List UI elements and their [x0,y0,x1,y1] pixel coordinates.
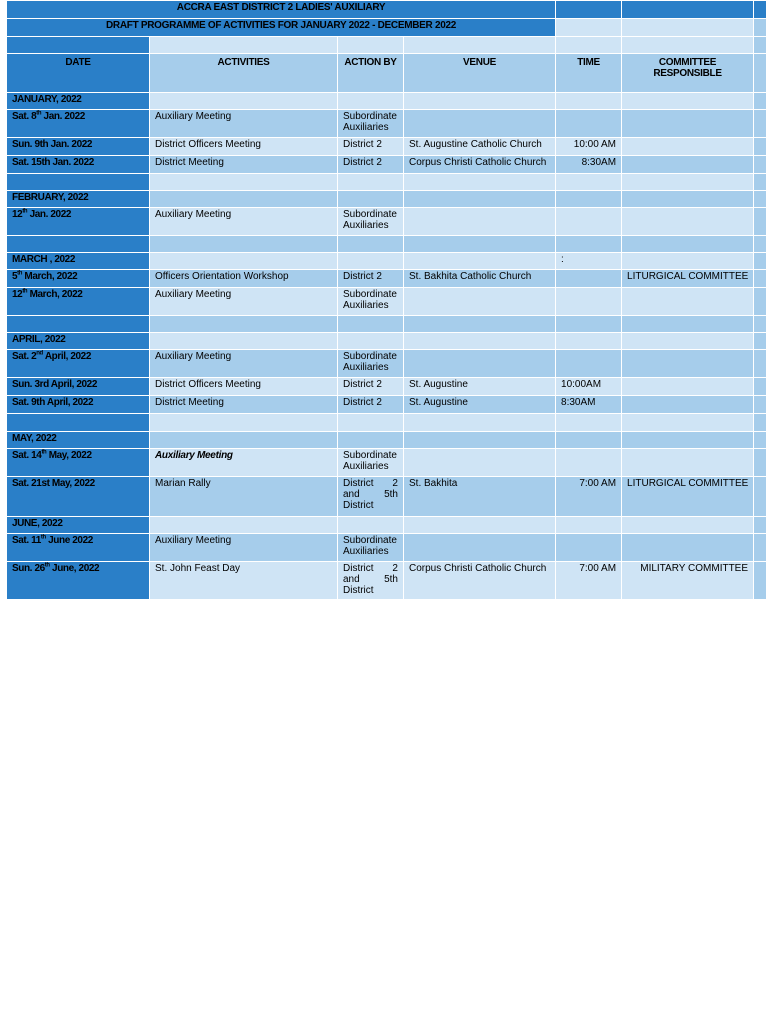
table-row [7,378,767,396]
table-row [7,138,767,156]
action-by-cell: Subordinate Auxiliaries [338,288,404,316]
action-by-cell: District 2 [338,270,404,288]
table-row [7,110,767,138]
date-cell: Sat. 14th May, 2022 [7,449,150,477]
venue-cell: St. Augustine [404,396,556,414]
action-by-cell: Subordinate Auxiliaries [338,110,404,138]
time-cell: 8:30AM [556,396,622,414]
activity-cell: St. John Feast Day [150,562,338,600]
header-time: TIME [556,54,622,93]
month-row-april [7,333,767,350]
action-by-cell: District 2 [338,396,404,414]
activity-cell: Auxiliary Meeting [150,288,338,316]
table-row [7,208,767,236]
date-cell: 12th Jan. 2022 [7,208,150,236]
month-label: APRIL, 2022 [7,333,150,350]
activity-cell: District Officers Meeting [150,138,338,156]
committee-cell: LITURGICAL COMMITTEE [622,477,754,517]
venue-cell: St. Augustine Catholic Church [404,138,556,156]
activity-cell: District Officers Meeting [150,378,338,396]
date-cell: Sun. 26th June, 2022 [7,562,150,600]
activity-cell: Auxiliary Meeting [150,449,338,477]
header-activities: ACTIVITIES [150,54,338,93]
title-row-2 [7,19,767,37]
table-row [7,156,767,174]
table-row [7,449,767,477]
time-cell: 7:00 AM [556,562,622,600]
spacer-row [7,316,767,333]
table-row [7,562,767,600]
activity-cell: District Meeting [150,156,338,174]
time-cell: 10:00 AM [556,138,622,156]
spacer-row [7,414,767,432]
time-cell: 7:00 AM [556,477,622,517]
action-by-cell: Subordinate Auxiliaries [338,208,404,236]
spacer-row [7,174,767,191]
activity-cell: Auxiliary Meeting [150,208,338,236]
date-cell: Sat. 11th June 2022 [7,534,150,562]
action-by-cell: District 2 [338,138,404,156]
header-date: DATE [7,54,150,93]
date-cell: Sat. 9th April, 2022 [7,396,150,414]
action-by-cell: District 2 and 5th District [338,477,404,517]
header-venue: VENUE [404,54,556,93]
programme-sheet [6,0,766,600]
spacer-row [7,37,767,54]
month-label: JUNE, 2022 [7,517,150,534]
header-committee: COMMITTEE RESPONSIBLE [622,54,754,93]
action-by-cell: Subordinate Auxiliaries [338,449,404,477]
date-cell: 12th March, 2022 [7,288,150,316]
date-cell: 5th March, 2022 [7,270,150,288]
month-label: FEBRUARY, 2022 [7,191,150,208]
time-cell: 10:00AM [556,378,622,396]
action-by-cell: Subordinate Auxiliaries [338,350,404,378]
table-row [7,350,767,378]
table-row [7,534,767,562]
month-label: MAY, 2022 [7,432,150,449]
title-line-2: DRAFT PROGRAMME OF ACTIVITIES FOR JANUARY 2022 - DECEMBER 2022 [7,19,556,37]
spacer-row [7,236,767,253]
table-row [7,288,767,316]
action-by-cell: District 2 [338,378,404,396]
action-by-cell: District 2 and 5th District [338,562,404,600]
activity-cell: Auxiliary Meeting [150,534,338,562]
month-row-june [7,517,767,534]
title-line-1: ACCRA EAST DISTRICT 2 LADIES' AUXILIARY [7,1,556,19]
header-row [7,54,767,93]
date-cell: Sun. 3rd April, 2022 [7,378,150,396]
date-cell: Sat. 2nd April, 2022 [7,350,150,378]
month-row-february [7,191,767,208]
table-row [7,477,767,517]
activity-cell: District Meeting [150,396,338,414]
committee-cell: LITURGICAL COMMITTEE [622,270,754,288]
venue-cell: Corpus Christi Catholic Church [404,562,556,600]
activity-cell: Marian Rally [150,477,338,517]
date-cell: Sun. 9th Jan. 2022 [7,138,150,156]
activity-cell: Officers Orientation Workshop [150,270,338,288]
activity-cell: Auxiliary Meeting [150,350,338,378]
month-row-march [7,253,767,270]
venue-cell: Corpus Christi Catholic Church [404,156,556,174]
programme-table [6,0,767,600]
venue-cell: St. Bakhita [404,477,556,517]
date-cell: Sat. 15th Jan. 2022 [7,156,150,174]
table-row [7,270,767,288]
month-row-january [7,93,767,110]
table-row [7,396,767,414]
month-label: MARCH , 2022 [7,253,150,270]
month-row-may [7,432,767,449]
title-row-1 [7,1,767,19]
date-cell: Sat. 8th Jan. 2022 [7,110,150,138]
time-cell: 8:30AM [556,156,622,174]
action-by-cell: Subordinate Auxiliaries [338,534,404,562]
time-mark: : [556,253,622,270]
activity-cell: Auxiliary Meeting [150,110,338,138]
action-by-cell: District 2 [338,156,404,174]
header-action-by: ACTION BY [338,54,404,93]
committee-cell: MILITARY COMMITTEE [622,562,754,600]
venue-cell: St. Augustine [404,378,556,396]
venue-cell: St. Bakhita Catholic Church [404,270,556,288]
month-label: JANUARY, 2022 [7,93,150,110]
date-cell: Sat. 21st May, 2022 [7,477,150,517]
